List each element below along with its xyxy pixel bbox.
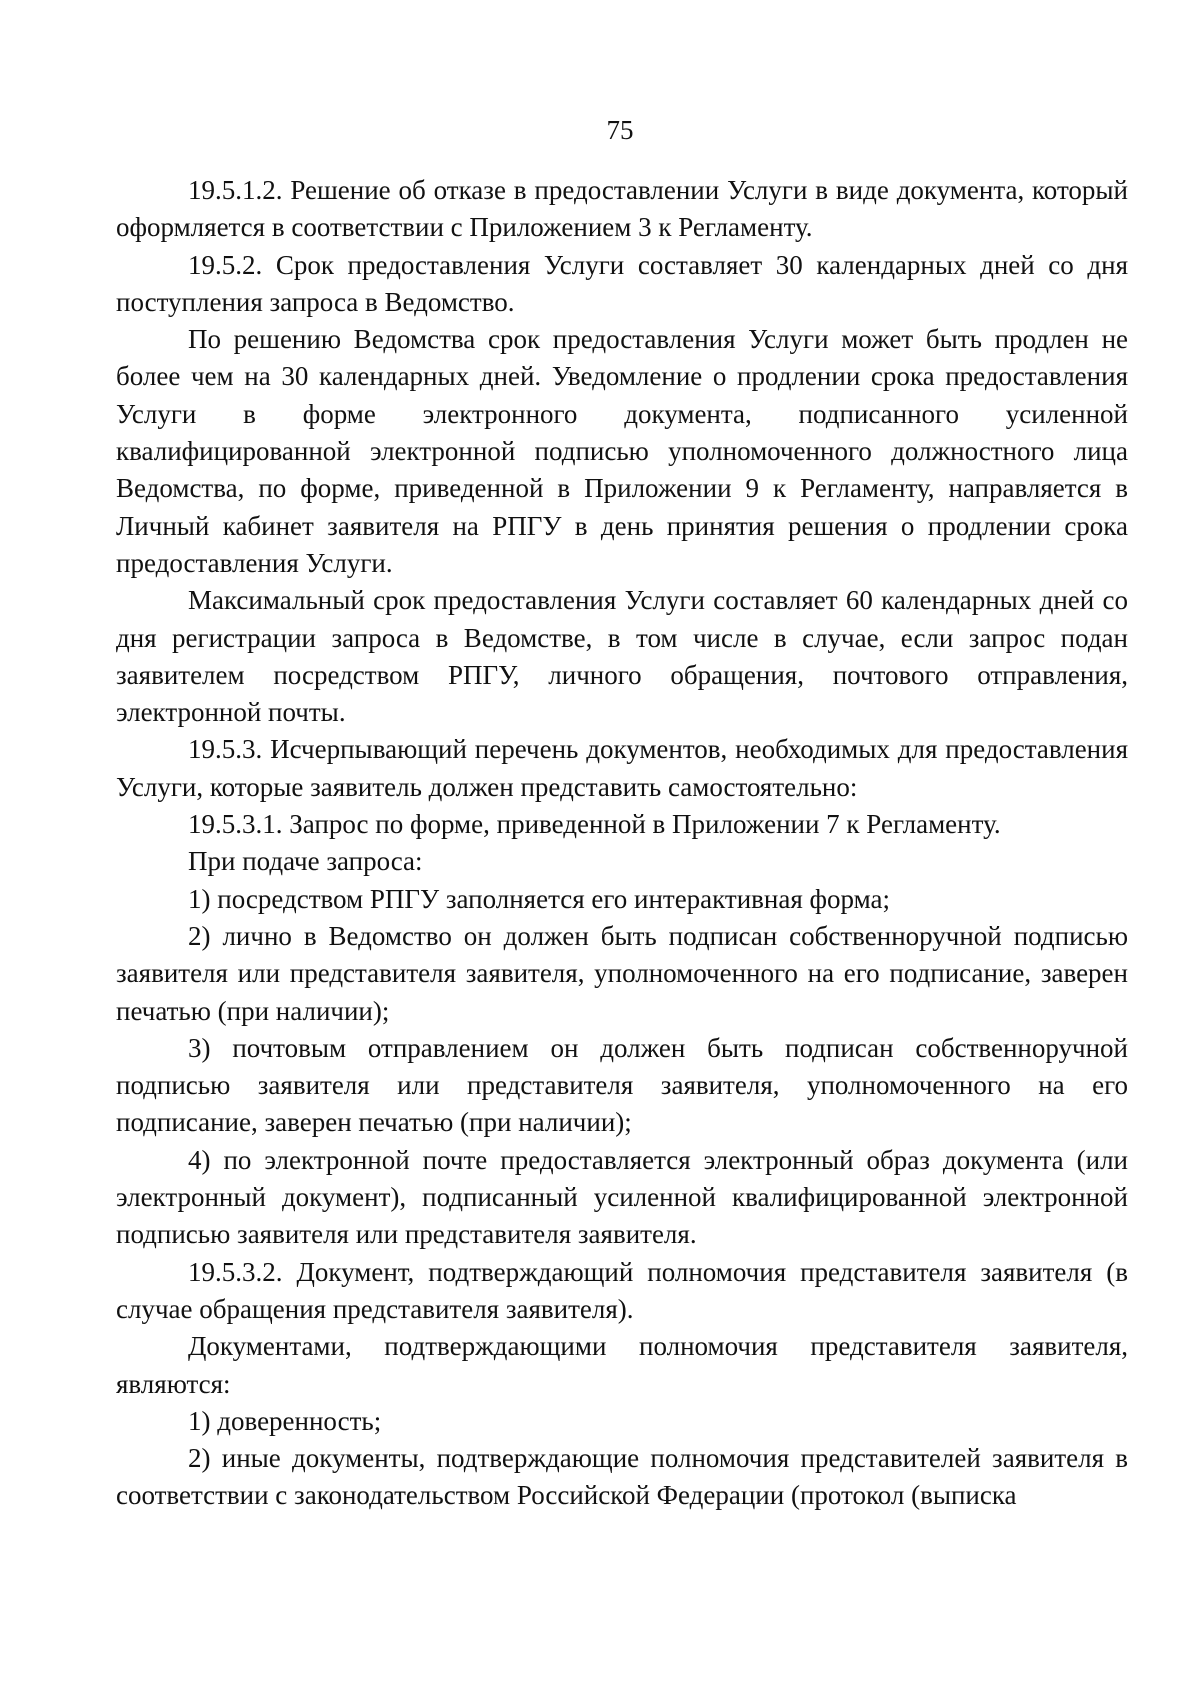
page-number: 75	[606, 115, 634, 145]
list-item-postal: 3) почтовым отправлением он должен быть подписан собственноручной подписью заявителя или представителя заявителя, уполномоченного на его подписание, заверен печатью (при наличии);	[116, 1032, 1128, 1138]
paragraph-authority-documents: Документами, подтверждающими полномочия представителя заявителя, являются:	[116, 1331, 1128, 1399]
paragraph-request-submission: При подаче запроса:	[188, 846, 423, 877]
list-item-email: 4) по электронной почте предоставляется электронный образ документа (или электронный документ), подписанный усиленной квалифицированной электронной подписью заявителя или представителя заявителя.	[116, 1144, 1128, 1250]
paragraph-19-5-1-2: 19.5.1.2. Решение об отказе в предоставлении Услуги в виде документа, который оформляется в соответствии с Приложением 3 к Регламенту.	[116, 175, 1128, 243]
page-bottom-edge	[0, 1680, 1200, 1686]
list-item-in-person: 2) лично в Ведомство он должен быть подписан собственноручной подписью заявителя или представителя заявителя, уполномоченного на его подписание, заверен печатью (при наличии);	[116, 920, 1128, 1026]
paragraph-19-5-3-2: 19.5.3.2. Документ, подтверждающий полномочия представителя заявителя (в случае обращения представителя заявителя).	[116, 1256, 1128, 1324]
list-item-rpgu: 1) посредством РПГУ заполняется его интерактивная форма;	[188, 883, 890, 914]
document-body	[116, 172, 1128, 1515]
paragraph-19-5-3: 19.5.3. Исчерпывающий перечень документов, необходимых для предоставления Услуги, которые заявитель должен представить самостоятельно:	[116, 734, 1128, 802]
list-item-power-of-attorney: 1) доверенность;	[188, 1405, 382, 1436]
paragraph-extension-decision: По решению Ведомства срок предоставления Услуги может быть продлен не более чем на 30 календарных дней. Уведомление о продлении срока предоставления Услуги в форме электронного документа, подписанного усиленной квалифицированной электронной подписью уполномоченного должностного лица Ведомства, по форме, приведенной в Приложении 9 к Регламенту, направляется в Личный кабинет заявителя на РПГУ в день принятия решения о продлении срока предоставления Услуги.	[116, 324, 1128, 578]
paragraph-19-5-3-1: 19.5.3.1. Запрос по форме, приведенной в Приложении 7 к Регламенту.	[188, 809, 1001, 840]
paragraph-maximum-term: Максимальный срок предоставления Услуги составляет 60 календарных дней со дня регистрации запроса в Ведомстве, в том числе в случае, если запрос подан заявителем посредством РПГУ, личного обращения, почтового отправления, электронной почты.	[116, 585, 1128, 728]
list-item-other-documents: 2) иные документы, подтверждающие полномочия представителей заявителя в соответствии с законодательством Российской Федерации (протокол (выписка	[116, 1443, 1128, 1511]
paragraph-19-5-2: 19.5.2. Срок предоставления Услуги составляет 30 календарных дней со дня поступления запроса в Ведомство.	[116, 249, 1128, 317]
